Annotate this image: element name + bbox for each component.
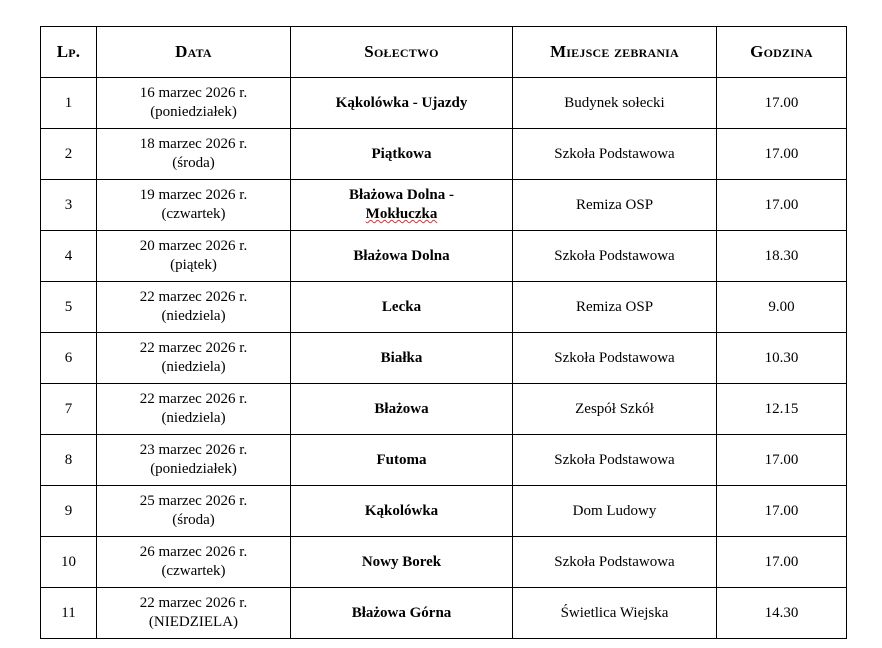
date-line-primary: 22 marzec 2026 r. [139, 340, 248, 357]
cell-time: 17.00 [717, 435, 847, 486]
cell-time: 18.30 [717, 231, 847, 282]
cell-date [97, 129, 291, 180]
cell-place: Szkoła Podstawowa [513, 129, 717, 180]
date-line-weekday: (piątek) [170, 257, 217, 273]
meetings-schedule-table [40, 26, 847, 639]
column-header-solectwo: Sołectwo [291, 27, 513, 78]
date-line-primary: 22 marzec 2026 r. [139, 595, 248, 612]
cell-lp: 9 [41, 486, 97, 537]
village-line-primary: Błażowa Dolna [353, 247, 450, 264]
village-line-secondary: Mokłuczka [365, 206, 438, 222]
cell-village [291, 435, 513, 486]
cell-lp: 3 [41, 180, 97, 231]
cell-village [291, 78, 513, 129]
date-line-primary: 26 marzec 2026 r. [139, 544, 248, 561]
village-line-primary: Futoma [376, 451, 427, 468]
cell-place: Zespół Szkół [513, 384, 717, 435]
table-row [41, 333, 847, 384]
table-header [41, 27, 847, 78]
village-line-primary: Piątkowa [371, 145, 432, 162]
date-line-primary: 19 marzec 2026 r. [139, 187, 248, 204]
cell-place: Budynek sołecki [513, 78, 717, 129]
cell-date [97, 537, 291, 588]
cell-time: 17.00 [717, 129, 847, 180]
date-line-weekday: (czwartek) [161, 206, 226, 222]
date-line-primary: 22 marzec 2026 r. [139, 289, 248, 306]
cell-lp: 5 [41, 282, 97, 333]
cell-village [291, 537, 513, 588]
cell-village [291, 282, 513, 333]
cell-time: 17.00 [717, 537, 847, 588]
cell-village [291, 384, 513, 435]
date-line-weekday: (środa) [172, 155, 215, 171]
village-line-primary: Lecka [381, 298, 422, 315]
table-row [41, 435, 847, 486]
cell-time: 10.30 [717, 333, 847, 384]
cell-village [291, 333, 513, 384]
table-row [41, 384, 847, 435]
cell-date [97, 180, 291, 231]
table-row [41, 282, 847, 333]
table-row [41, 588, 847, 639]
date-line-primary: 18 marzec 2026 r. [139, 136, 248, 153]
cell-village [291, 231, 513, 282]
column-header-miejsce-zebrania: Miejsce zebrania [513, 27, 717, 78]
cell-time: 17.00 [717, 78, 847, 129]
column-header-godzina: Godzina [717, 27, 847, 78]
date-line-weekday: (środa) [172, 512, 215, 528]
village-line-primary: Kąkolówka - Ujazdy [335, 94, 468, 111]
cell-lp: 6 [41, 333, 97, 384]
village-line-primary: Kąkolówka [364, 502, 439, 519]
date-line-weekday: (niedziela) [161, 308, 226, 324]
cell-place: Dom Ludowy [513, 486, 717, 537]
table-row [41, 231, 847, 282]
cell-lp: 1 [41, 78, 97, 129]
table-body [41, 78, 847, 639]
date-line-weekday: (niedziela) [161, 410, 226, 426]
date-line-primary: 20 marzec 2026 r. [139, 238, 248, 255]
column-header-lp: Lp. [41, 27, 97, 78]
cell-place: Remiza OSP [513, 180, 717, 231]
cell-date [97, 435, 291, 486]
cell-village [291, 588, 513, 639]
cell-place: Szkoła Podstawowa [513, 537, 717, 588]
cell-time: 14.30 [717, 588, 847, 639]
village-line-primary: Nowy Borek [361, 553, 442, 570]
cell-place: Remiza OSP [513, 282, 717, 333]
village-line-primary: Błażowa Dolna - [349, 187, 454, 204]
cell-village [291, 180, 513, 231]
cell-place: Świetlica Wiejska [513, 588, 717, 639]
cell-date [97, 384, 291, 435]
date-line-weekday: (czwartek) [161, 563, 226, 579]
village-line-primary: Błażowa Górna [351, 604, 452, 621]
cell-date [97, 78, 291, 129]
cell-village [291, 129, 513, 180]
cell-date [97, 282, 291, 333]
table-row [41, 78, 847, 129]
date-line-primary: 23 marzec 2026 r. [139, 442, 248, 459]
cell-lp: 4 [41, 231, 97, 282]
date-line-weekday: (poniedziałek) [150, 461, 237, 477]
cell-village [291, 486, 513, 537]
date-line-primary: 25 marzec 2026 r. [139, 493, 248, 510]
cell-lp: 10 [41, 537, 97, 588]
document-sheet [40, 26, 846, 639]
cell-place: Szkoła Podstawowa [513, 231, 717, 282]
date-line-primary: 22 marzec 2026 r. [139, 391, 248, 408]
date-line-weekday: (niedziela) [161, 359, 226, 375]
cell-date [97, 333, 291, 384]
cell-lp: 2 [41, 129, 97, 180]
cell-place: Szkoła Podstawowa [513, 333, 717, 384]
cell-date [97, 231, 291, 282]
column-header-data: Data [97, 27, 291, 78]
cell-place: Szkoła Podstawowa [513, 435, 717, 486]
cell-time: 12.15 [717, 384, 847, 435]
cell-time: 17.00 [717, 180, 847, 231]
village-line-primary: Błażowa [374, 400, 429, 417]
cell-lp: 7 [41, 384, 97, 435]
table-row [41, 537, 847, 588]
date-line-weekday: (poniedziałek) [150, 104, 237, 120]
date-line-weekday: (NIEDZIELA) [148, 614, 239, 630]
village-line-primary: Białka [380, 349, 423, 366]
date-line-primary: 16 marzec 2026 r. [139, 85, 248, 102]
cell-date [97, 486, 291, 537]
cell-date [97, 588, 291, 639]
header-row [41, 27, 847, 78]
cell-lp: 8 [41, 435, 97, 486]
table-row [41, 486, 847, 537]
cell-time: 9.00 [717, 282, 847, 333]
cell-lp: 11 [41, 588, 97, 639]
cell-time: 17.00 [717, 486, 847, 537]
table-row [41, 129, 847, 180]
table-row [41, 180, 847, 231]
